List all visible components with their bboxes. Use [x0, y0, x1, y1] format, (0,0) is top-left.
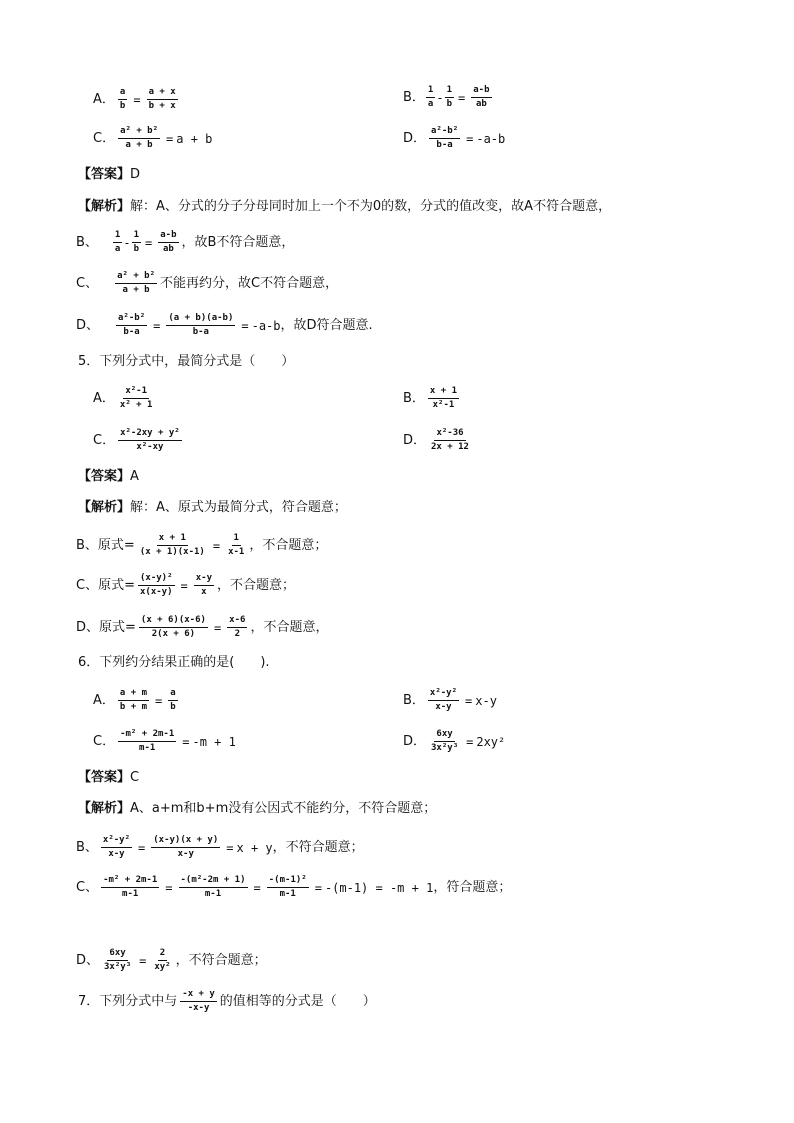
q4-analysis-c: C、 $\frac{\text{a² + b²}}{a + b}$ 不能再约分，故C不符合题意， [76, 271, 339, 295]
q6-option-a: A． $\frac{a + m}{b + m}$ = $\frac{a}{b}$ [93, 688, 176, 712]
q6-option-b: B． $\frac{\text{x²-y²}}{x-y}$ = x-y [403, 688, 497, 712]
q5-analysis-c: C、原式= $\frac{\text{(x-y)²}}{x(x-y)}$ = $\frac{x-y}{x}$ ，不合题意； [76, 573, 296, 597]
q5-option-b: B． $\frac{x + 1}{\text{x²-1}}$ [403, 386, 458, 410]
q4-option-b: B． $\frac{1}{a}$ - $\frac{1}{b}$ = $\frac{a-b}{ab}$ [403, 85, 490, 109]
q5-option-d: D． $\frac{\text{x²-36}}{2x + 12}$ [403, 428, 469, 452]
option-label: C． [93, 131, 116, 146]
answer-bracket: 【答案】 [78, 167, 131, 182]
q5-analysis-b: B、原式= $\frac{x + 1}{(x + 1)(x-1)}$ = $\frac{1}{x-1}$ ，不合题意； [76, 533, 328, 557]
q5-option-a: A． $\frac{\text{x²-1}}{\text{x² + 1}}$ [93, 386, 153, 410]
option-label: B． [403, 90, 425, 105]
q5-analysis-d: D、原式= $\frac{(x + 6)(x-6)}{2(x + 6)}$ = $\frac{x-6}{2}$ ，不合题意， [76, 615, 329, 639]
q5-answer: 【答案】 A [78, 469, 139, 484]
option-label: A． [93, 92, 115, 107]
q4-option-c: C． $\frac{\text{a² + b²}}{a + b}$ = a + b [93, 126, 213, 150]
fraction: $\frac{a-b}{ab}$ [473, 85, 490, 109]
fraction: $\frac{a + x}{b + x}$ [148, 87, 176, 111]
q6-stem: 6．下列约分结果正确的是( ). [78, 655, 270, 670]
q4-answer [78, 168, 140, 181]
q4-analysis-d: D、 $\frac{\text{a²-b²}}{b-a}$ = $\frac{(a + b)(a-b)}{b-a}$ = -a-b ，故D符合题意. [76, 313, 373, 337]
fraction: $\frac{1}{b}$ [446, 85, 452, 109]
q6-analysis-a: 【解析】 A、a+m和b+m没有公因式不能约分，不符合题意； [78, 801, 437, 816]
fraction: $\frac{\text{a²-b²}}{b-a}$ [431, 126, 459, 150]
fraction: $\frac{1}{a}$ [427, 85, 434, 109]
analysis-bracket: 【解析】 [78, 199, 131, 214]
q6-option-c: C． $\frac{\text{-m² + 2m-1}}{m-1}$ = -m + 1 [93, 729, 236, 753]
q6-answer: 【答案】 C [78, 770, 140, 785]
fraction: $\frac{a}{b}$ [119, 87, 126, 111]
q6-analysis-c: C、 $\frac{\text{-m² + 2m-1}}{m-1}$ = $\frac{\text{-(m²-2m + 1)}}{m-1}$ = $\frac{\text{-(m-1)²}}{m-1}$ = -(m-1) = -m + 1 ，符合题意； [76, 875, 512, 899]
q4-analysis-b: B、 $\frac{1}{a}$ - $\frac{1}{b}$ = $\frac{a-b}{ab}$ ，故B不符合题意， [76, 230, 295, 254]
q4-option-a: A． $\frac{a}{b}$ = $\frac{a + x}{b + x}$ [93, 87, 176, 111]
q6-analysis-d: D、 $\frac{6xy}{\text{3x²y³}}$ = $\frac{2}{\text{xy²}}$ ，不符合题意； [76, 948, 267, 972]
q5-stem: 5．下列分式中，最简分式是（ ） [78, 354, 295, 369]
answer-value: D [130, 167, 141, 182]
fraction: $\frac{\text{a² + b²}}{a + b}$ [120, 126, 159, 150]
q6-option-d: D． $\frac{6xy}{\text{3x²y³}}$ = 2xy² [403, 729, 506, 753]
q6-analysis-b: B、 $\frac{\text{x²-y²}}{x-y}$ = $\frac{(x-y)(x + y)}{x-y}$ = x + y ，不符合题意； [76, 835, 364, 859]
option-label: D． [403, 131, 427, 146]
q5-analysis-a: 【解析】 解：A、原式为最简分式，符合题意； [78, 500, 347, 515]
q4-option-d: D． $\frac{\text{a²-b²}}{b-a}$ = -a-b [403, 126, 506, 150]
q4-analysis-a: 【解析】 解：A、分式的分子分母同时加上一个不为0的数，分式的值改变，故A不符合题意， [78, 199, 612, 214]
q5-option-c: C． $\frac{\text{x²-2xy + y²}}{\text{x²-xy}}$ [93, 428, 180, 452]
q7-stem: 7．下列分式中与 $\frac{-x + y}{-x-y}$ 的值相等的分式是（ ） [78, 989, 376, 1013]
